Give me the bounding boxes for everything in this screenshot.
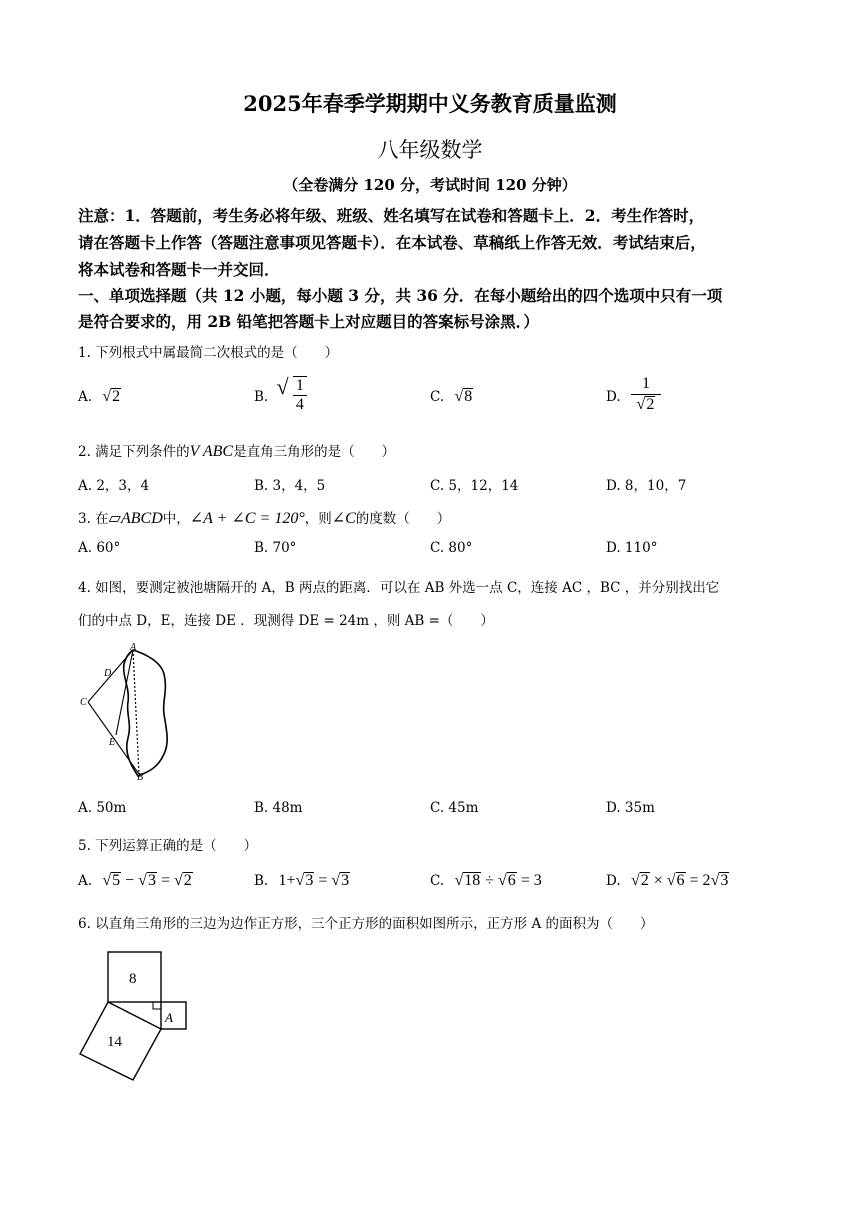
q5-option-b: B. 1+√3 = √3 [254,872,350,889]
q5-d-op: × [653,872,663,889]
segment-ab [133,650,139,774]
q6-stem: 6. 以直角三角形的三边为边作正方形，三个正方形的面积如图所示，正方形 A 的面积为（ ） [78,916,654,932]
q4-option-a: A. 50m [78,800,127,816]
q5-option-a: A. √5 − √3 = √2 [78,872,192,889]
q1-option-c: C. √8 [430,388,473,405]
q4-option-d: D. 35m [606,800,655,816]
q3-option-c: C. 80° [430,540,473,556]
q5-d-result: = 2 [689,872,711,889]
q5-c-result: = 3 [520,872,542,889]
q5-b-term-1: 1+ [278,872,296,889]
q5-c-label: C. [430,873,445,889]
notice-line-2: 请在答题卡上作答（答题注意事项见答题卡）．在本试卷、草稿纸上作答无效．考试结束后， [78,233,706,252]
q5-b-term-3: 3 [341,872,350,889]
q3-angle-c: ∠C [331,510,356,527]
q5-a-term-1: 5 [112,872,121,889]
notice-line-3: 将本试卷和答题卡一并交回． [78,260,280,279]
fig-label-a: A [130,642,137,653]
q1-b-denominator: 4 [295,396,304,413]
fig-label-b: B [137,772,144,783]
q2-option-b: B. 3，4，5 [254,478,326,494]
q5-a-label: A. [78,873,93,889]
q1-c-label: C. [430,389,445,405]
q1-option-d: D. $\frac{1}{√2}$ [606,374,661,415]
q5-c-op: ÷ [485,872,494,889]
square-a-label: A [165,1010,173,1025]
q4-option-b: B. 48m [254,800,303,816]
q1-c-radicand: 8 [464,388,473,405]
q3-option-b: B. 70° [254,540,297,556]
q5-d-term-1: 2 [640,872,649,889]
q5-option-c: C. √18 ÷ √6 = 3 [430,872,542,889]
q3-option-a: A. 60° [78,540,121,556]
squares-figure [76,948,196,1086]
q2-stem [78,440,395,461]
q1-d-radicand: 2 [646,396,655,413]
fig-label-d: D [104,668,112,679]
q1-b-numerator: 1 [293,377,307,396]
q5-a-term-3: 2 [183,872,192,889]
q1-d-numerator: 1 [631,374,661,395]
q4-option-c: C. 45m [430,800,479,816]
q5-d-term-3: 3 [720,872,729,889]
square-bottom-label: 14 [107,1034,122,1050]
q3-stem [78,507,450,528]
q3-stem-mid2: ，则 [304,511,332,527]
q5-c-term-1: 18 [464,872,481,889]
q3-parallelogram: ▱ABCD [108,510,163,527]
q1-d-label: D. [606,389,621,405]
q5-stem: 5. 下列运算正确的是（ ） [78,838,258,854]
q4-stem-line-1: 4. 如图，要测定被池塘隔开的 A，B 两点的距离．可以在 AB 外选一点 C，连接 AC ，BC ，并分别找出它 [78,580,720,596]
q1-stem: 1. 下列根式中属最简二次根式的是（ ） [78,345,339,361]
q3-equation: ∠A + ∠C = 120° [189,510,305,527]
section-1-line-1: 一、单项选择题（共 12 小题，每小题 3 分，共 36 分．在每小题给出的四个选项中只有一项 [78,286,723,305]
subject-title: 八年级数学 [377,138,483,162]
q1-b-label: B. [254,389,269,405]
q5-d-label: D. [606,873,621,889]
q5-b-label: B. [254,873,269,889]
q4-stem-line-2: 们的中点 D，E，连接 DE ．现测得 DE = 24m ，则 AB =（ ） [78,613,494,629]
exam-title: 2025年春季学期期中义务教育质量监测 [243,91,617,116]
q5-c-term-2: 6 [507,872,516,889]
q5-b-eq: = [318,872,328,889]
q5-a-term-2: 3 [147,872,156,889]
q5-b-term-2: 3 [305,872,314,889]
q2-stem-post: 是直角三角形的是（ ） [233,444,396,460]
exam-info: （全卷满分 120 分，考试时间 120 分钟） [283,176,577,194]
pond-figure [76,642,186,786]
q1-a-label: A. [78,389,93,405]
fig-label-c: C [80,697,87,708]
q3-stem-post: 的度数（ ） [355,511,451,527]
q1-option-a: A. √2 [78,388,121,405]
q2-option-d: D. 8，10，7 [606,478,687,494]
q5-a-op: − [125,872,135,889]
section-1-line-2: 是符合要求的，用 2B 铅笔把答题卡上对应题目的答案标号涂黑．） [78,312,539,331]
q2-stem-pre: 2. 满足下列条件的 [78,444,190,460]
right-angle-mark [153,1002,161,1009]
q2-option-a: A. 2，3，4 [78,478,150,494]
q2-option-c: C. 5，12，14 [430,478,519,494]
q1-a-radicand: 2 [112,388,121,405]
square-top-label: 8 [129,971,137,987]
q2-triangle: V ABC [189,443,234,460]
pond-outline [124,650,167,776]
q5-option-d: D. √2 × √6 = 2√3 [606,872,729,889]
q3-option-d: D. 110° [606,540,658,556]
q3-stem-pre: 3. 在 [78,511,109,527]
q5-d-term-2: 6 [676,872,685,889]
q1-option-b: B. √ $\frac{1}{4}$ [254,374,307,414]
q3-stem-mid: 中， [162,511,190,527]
q5-a-eq: = [160,872,170,889]
fig-label-e: E [109,737,116,748]
notice-line-1: 注意：1．答题前，考生务必将年级、班级、姓名填写在试卷和答题卡上．2．考生作答时， [78,206,705,225]
